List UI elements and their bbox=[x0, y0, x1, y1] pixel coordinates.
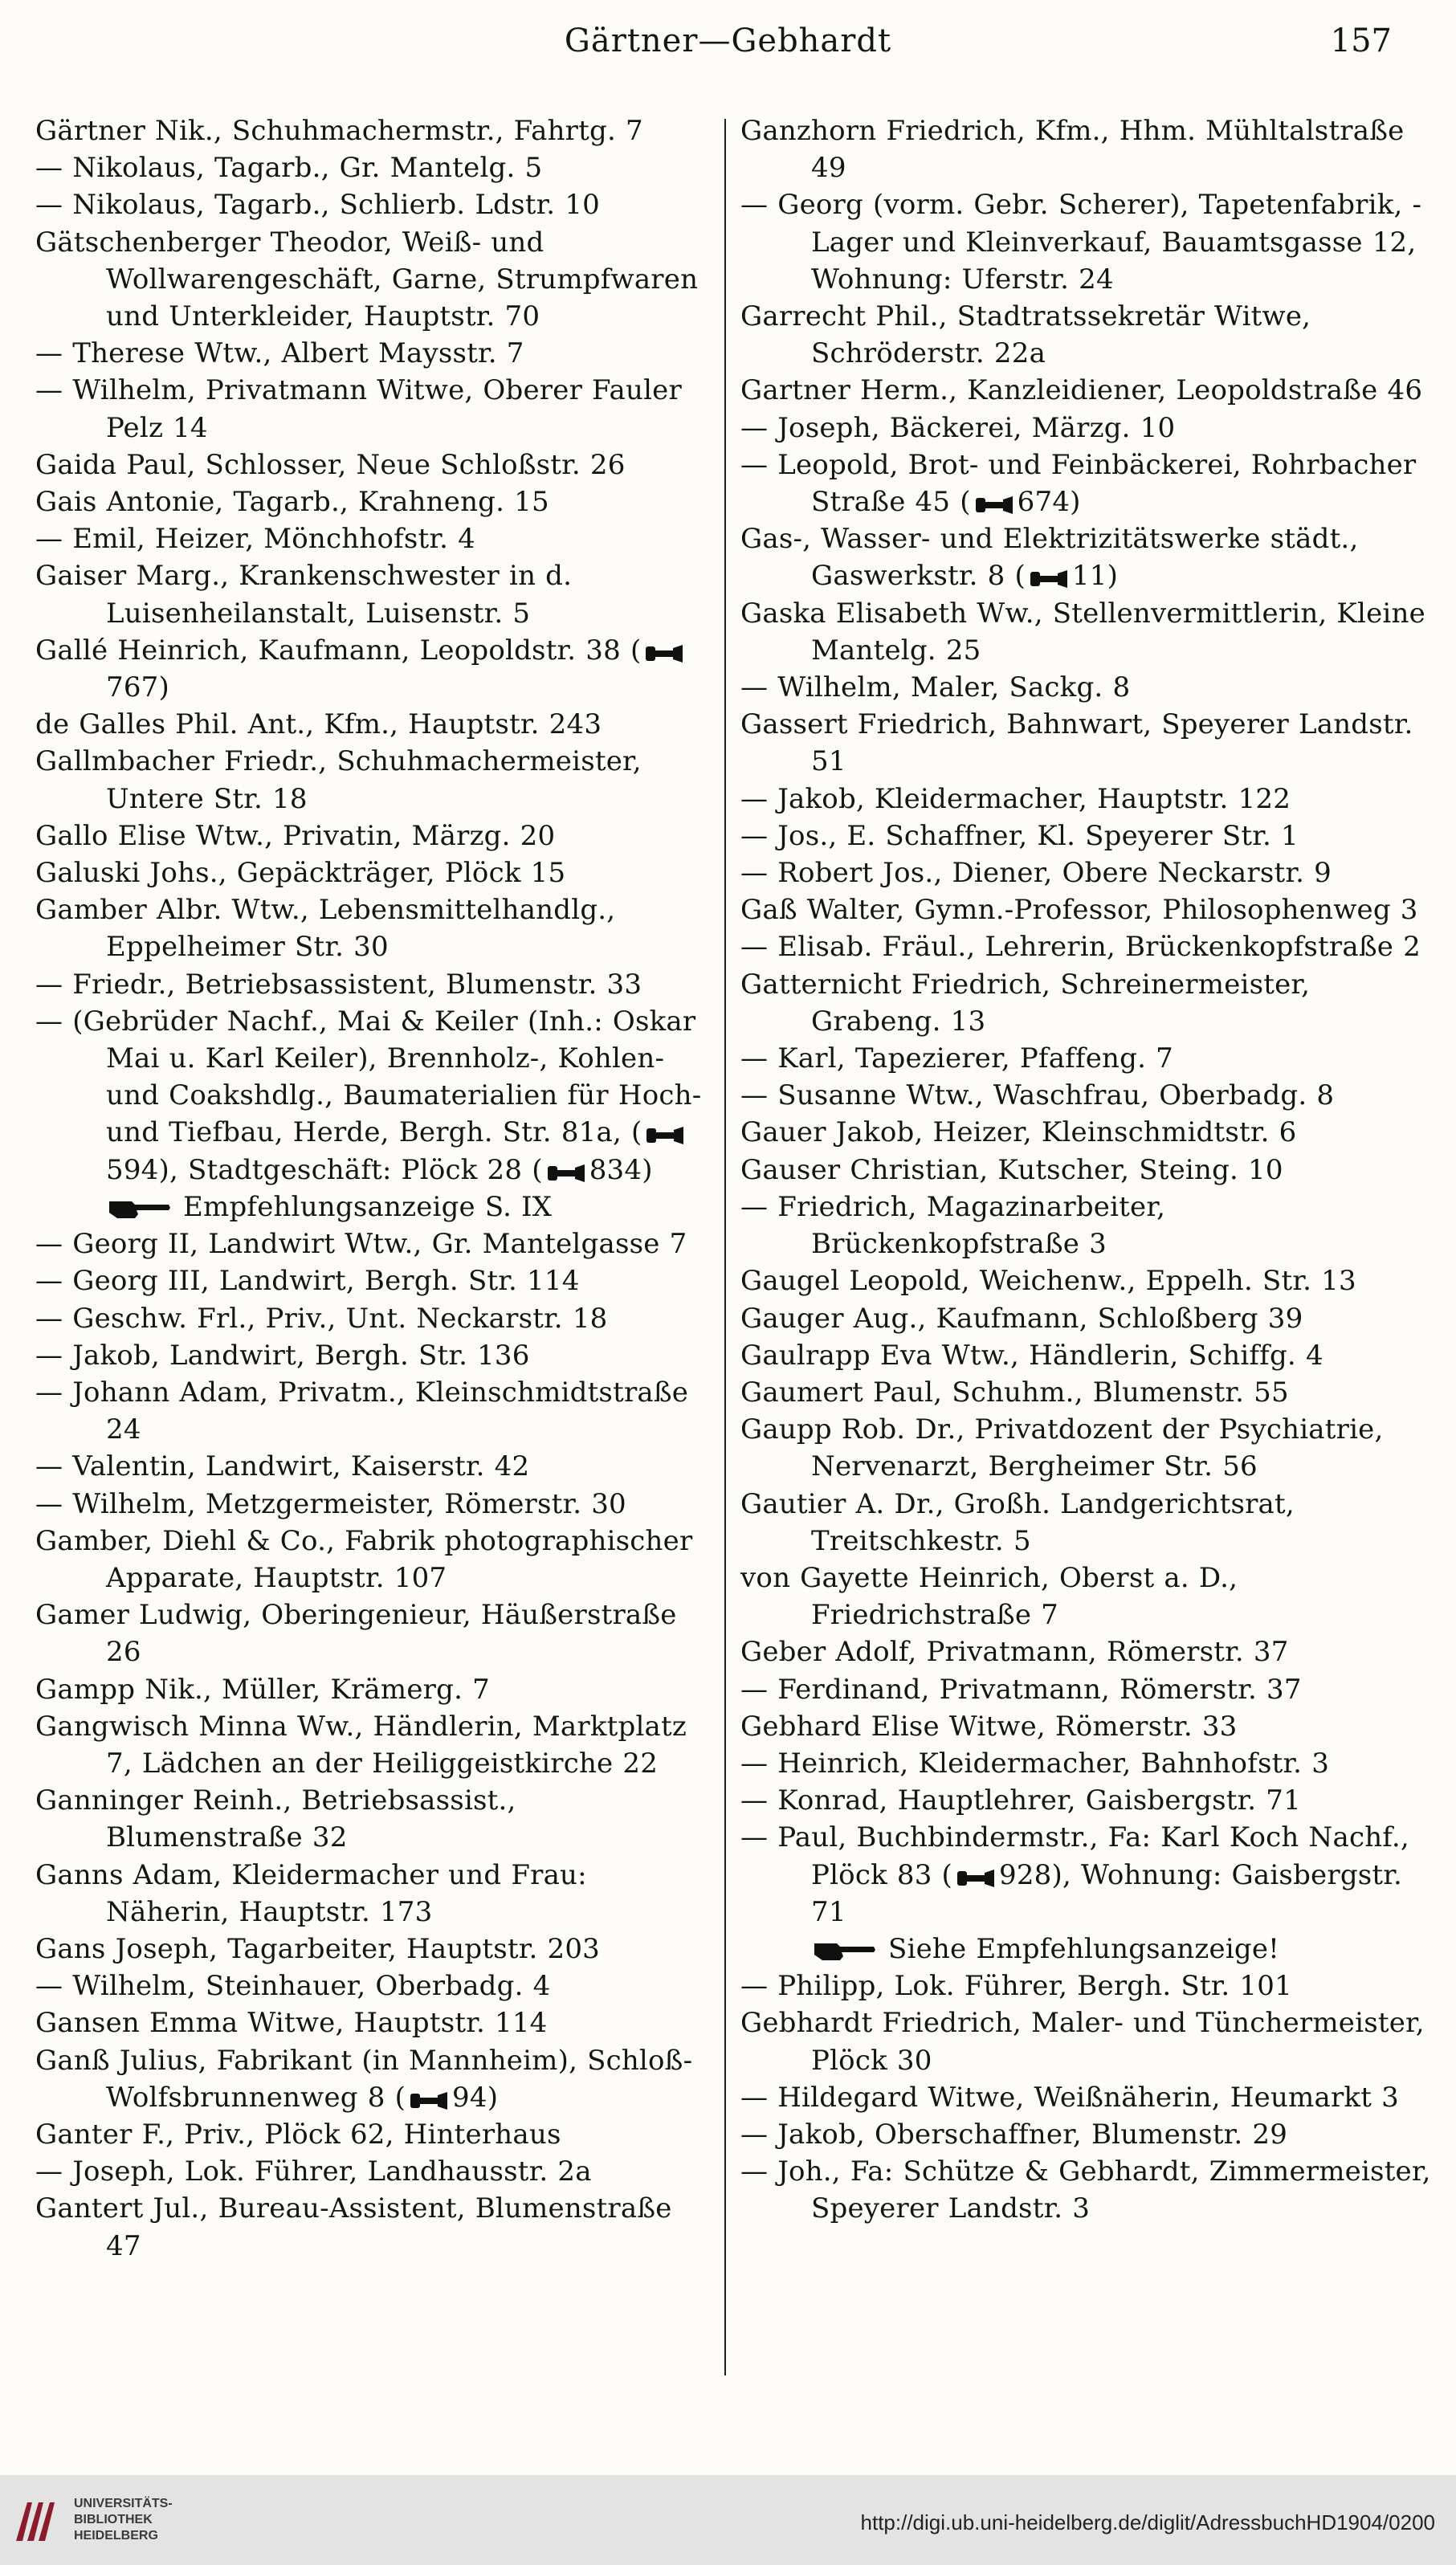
entry-text: — Georg III, Landwirt, Bergh. Str. 114 bbox=[35, 1265, 580, 1298]
directory-entry bbox=[35, 891, 714, 965]
directory-entry bbox=[740, 298, 1431, 372]
directory-entry bbox=[35, 1003, 714, 1189]
directory-entry bbox=[35, 818, 714, 854]
entry-text: Gaß Walter, Gymn.-Professor, Philosophenweg 3 bbox=[740, 894, 1418, 927]
entry-text: — Elisab. Fräul., Lehrerin, Brückenkopfstraße 2 bbox=[740, 931, 1421, 964]
entry-text: — Friedrich, Magazinarbeiter, Brückenkopfstraße 3 bbox=[740, 1190, 1166, 1261]
entry-text-continued: ) bbox=[158, 671, 169, 704]
entry-text: Gaska Elisabeth Ww., Stellenvermittlerin, Kleine Mantelg. 25 bbox=[740, 597, 1425, 667]
entry-text: Gamber Albr. Wtw., Lebensmittelhandlg., Eppelheimer Str. 30 bbox=[35, 894, 616, 964]
directory-entry bbox=[740, 595, 1431, 669]
directory-entry bbox=[35, 632, 714, 706]
entry-text-continued: ) bbox=[1107, 560, 1119, 593]
directory-entry bbox=[740, 669, 1431, 706]
entry-text-continued: ), Stadtgeschäft: Plöck 28 ( bbox=[158, 1153, 543, 1186]
entry-text: Gamber, Diehl & Co., Fabrik photographischer Apparate, Hauptstr. 107 bbox=[35, 1524, 693, 1594]
entry-text: Gallo Elise Wtw., Privatin, Märzg. 20 bbox=[35, 819, 556, 852]
directory-entry bbox=[740, 1560, 1431, 1633]
directory-entry bbox=[35, 557, 714, 631]
pointing-hand-icon bbox=[813, 1939, 877, 1963]
directory-entry bbox=[740, 966, 1431, 1040]
entry-text: Gebhardt Friedrich, Maler- und Tünchermeister, Plöck 30 bbox=[740, 2007, 1425, 2077]
phone-number: 94 bbox=[452, 2081, 487, 2114]
entry-text: Gaumert Paul, Schuhm., Blumenstr. 55 bbox=[740, 1376, 1289, 1409]
running-head: Gärtner—Gebhardt bbox=[564, 22, 892, 59]
entry-text: — Jakob, Kleidermacher, Hauptstr. 122 bbox=[740, 782, 1291, 815]
entry-text: Gallmbacher Friedr., Schuhmachermeister, Untere Str. 18 bbox=[35, 745, 642, 815]
telephone-icon bbox=[1029, 569, 1069, 589]
directory-entry bbox=[35, 224, 714, 336]
directory-entry bbox=[740, 1189, 1431, 1262]
directory-entry bbox=[35, 1708, 714, 1782]
telephone-icon bbox=[644, 643, 684, 664]
entry-text: — Friedr., Betriebsassistent, Blumenstr. 33 bbox=[35, 968, 642, 1001]
entry-text: Gatternicht Friedrich, Schreinermeister, Grabeng. 13 bbox=[740, 968, 1311, 1038]
entry-text: Gaulrapp Eva Wtw., Händlerin, Schiffg. 4 bbox=[740, 1339, 1323, 1372]
entry-text: Gebhard Elise Witwe, Römerstr. 33 bbox=[740, 1710, 1238, 1743]
entry-text: — Jakob, Oberschaffner, Blumenstr. 29 bbox=[740, 2118, 1288, 2151]
entry-text: — Geschw. Frl., Priv., Unt. Neckarstr. 18 bbox=[35, 1302, 608, 1335]
directory-entry bbox=[35, 1523, 714, 1596]
telephone-icon bbox=[974, 495, 1014, 516]
directory-entry bbox=[35, 2116, 714, 2153]
directory-entry bbox=[35, 1931, 714, 1968]
entry-text: Garrecht Phil., Stadtratssekretär Witwe, Schröderstr. 22a bbox=[740, 300, 1311, 370]
entry-text: Gaiser Marg., Krankenschwester in d. Luisenheilanstalt, Luisenstr. 5 bbox=[35, 560, 573, 630]
directory-entry bbox=[740, 1486, 1431, 1560]
directory-entry bbox=[35, 149, 714, 186]
library-name: UNIVERSITÄTS- BIBLIOTHEK HEIDELBERG bbox=[74, 2497, 173, 2543]
entry-text: Gassert Friedrich, Bahnwart, Speyerer Landstr. 51 bbox=[740, 708, 1413, 778]
directory-entry bbox=[740, 2116, 1431, 2153]
directory-entry bbox=[740, 1633, 1431, 1670]
directory-entry bbox=[35, 1189, 714, 1225]
telephone-icon bbox=[546, 1163, 586, 1184]
entry-text: — Emil, Heizer, Mönchhofstr. 4 bbox=[35, 523, 475, 556]
entry-text: Ganzhorn Friedrich, Kfm., Hhm. Mühltalstraße 49 bbox=[740, 115, 1405, 185]
directory-entry bbox=[35, 1448, 714, 1485]
telephone-icon bbox=[409, 2090, 449, 2111]
entry-text: — Nikolaus, Tagarb., Schlierb. Ldstr. 10 bbox=[35, 189, 600, 222]
directory-entry bbox=[740, 1708, 1431, 1745]
telephone-icon bbox=[956, 1868, 996, 1889]
entry-text: Gaupp Rob. Dr., Privatdozent der Psychiatrie, Nervenarzt, Bergheimer Str. 56 bbox=[740, 1413, 1384, 1483]
directory-entry bbox=[35, 1262, 714, 1299]
directory-entry bbox=[740, 1337, 1431, 1374]
directory-entry bbox=[740, 1931, 1431, 1968]
directory-entry bbox=[35, 1671, 714, 1708]
directory-entry bbox=[35, 2042, 714, 2116]
entry-text: — Wilhelm, Privatmann Witwe, Oberer Fauler Pelz 14 bbox=[35, 374, 682, 444]
page-number: 157 bbox=[1330, 22, 1392, 59]
entry-text: — Valentin, Landwirt, Kaiserstr. 42 bbox=[35, 1450, 530, 1483]
entry-text: Gamer Ludwig, Oberingenieur, Häußerstraße 26 bbox=[35, 1599, 677, 1669]
entry-text: Ganter F., Priv., Plöck 62, Hinterhaus bbox=[35, 2118, 561, 2151]
directory-entry bbox=[35, 1857, 714, 1931]
directory-entry bbox=[35, 112, 714, 149]
entry-text: von Gayette Heinrich, Oberst a. D., Friedrichstraße 7 bbox=[740, 1561, 1238, 1632]
directory-entry bbox=[740, 1968, 1431, 2004]
entry-text: Siehe Empfehlungsanzeige! bbox=[888, 1932, 1280, 1965]
entry-text-continued: ), Wohnung: Gaisbergstr. 71 bbox=[811, 1858, 1403, 1928]
right-column bbox=[740, 112, 1431, 2228]
entry-text: Gallé Heinrich, Kaufmann, Leopoldstr. 38 ( bbox=[35, 634, 642, 667]
entry-text: Gauser Christian, Kutscher, Steing. 10 bbox=[740, 1153, 1283, 1186]
entry-text: Gartner Herm., Kanzleidiener, Leopoldstraße 46 bbox=[740, 374, 1423, 407]
phone-number: 11 bbox=[1071, 560, 1107, 593]
directory-entry bbox=[35, 520, 714, 557]
entry-text: — Wilhelm, Maler, Sackg. 8 bbox=[740, 671, 1131, 704]
entry-text: Geber Adolf, Privatmann, Römerstr. 37 bbox=[740, 1636, 1289, 1669]
directory-entry bbox=[35, 1225, 714, 1262]
directory-entry bbox=[740, 891, 1431, 928]
entry-text: — Joh., Fa: Schütze & Gebhardt, Zimmermeister, Speyerer Landstr. 3 bbox=[740, 2155, 1431, 2225]
phone-number: 767 bbox=[106, 671, 159, 704]
directory-entry bbox=[740, 186, 1431, 298]
directory-entry bbox=[35, 483, 714, 520]
directory-entry bbox=[740, 781, 1431, 818]
entry-text: Galuski Johs., Gepäckträger, Plöck 15 bbox=[35, 857, 566, 890]
directory-entry bbox=[35, 335, 714, 372]
directory-entry bbox=[740, 520, 1431, 594]
directory-entry bbox=[740, 112, 1431, 186]
directory-entry bbox=[35, 1374, 714, 1448]
left-column bbox=[35, 112, 714, 2265]
entry-text: — Wilhelm, Steinhauer, Oberbadg. 4 bbox=[35, 1970, 551, 2003]
entry-text: Gantert Jul., Bureau-Assistent, Blumenstraße 47 bbox=[35, 2192, 672, 2262]
directory-entry bbox=[740, 447, 1431, 520]
phone-number: 594 bbox=[106, 1153, 159, 1186]
directory-entry bbox=[740, 706, 1431, 780]
directory-entry bbox=[35, 706, 714, 743]
directory-entry bbox=[740, 2004, 1431, 2078]
entry-text: Empfehlungsanzeige S. IX bbox=[183, 1190, 553, 1223]
entry-text: — Hildegard Witwe, Weißnäherin, Heumarkt 3 bbox=[740, 2081, 1399, 2114]
directory-entry bbox=[740, 1374, 1431, 1411]
directory-entry bbox=[35, 1782, 714, 1856]
directory-entry bbox=[740, 1671, 1431, 1708]
pointing-hand-icon bbox=[108, 1197, 172, 1221]
entry-text-continued: ) bbox=[1070, 486, 1081, 519]
directory-entry bbox=[740, 1152, 1431, 1189]
entry-text: Ganns Adam, Kleidermacher und Frau: Näherin, Hauptstr. 173 bbox=[35, 1858, 587, 1928]
entry-text: — Paul, Buchbindermstr., Fa: Karl Koch Nachf., Plöck 83 ( bbox=[740, 1821, 1409, 1891]
directory-entry bbox=[740, 1745, 1431, 1782]
entry-text: de Galles Phil. Ant., Kfm., Hauptstr. 243 bbox=[35, 708, 602, 741]
directory-entry bbox=[35, 743, 714, 817]
entry-text: — Jos., E. Schaffner, Kl. Speyerer Str. 1 bbox=[740, 819, 1299, 852]
entry-text: — Therese Wtw., Albert Maysstr. 7 bbox=[35, 337, 524, 370]
entry-text-continued: ) bbox=[487, 2081, 499, 2114]
university-library-logo-icon bbox=[11, 2494, 64, 2547]
directory-entry bbox=[740, 2153, 1431, 2227]
directory-entry bbox=[740, 1262, 1431, 1299]
entry-text: Ganß Julius, Fabrikant (in Mannheim), Schloß-Wolfsbrunnenweg 8 ( bbox=[35, 2044, 693, 2114]
directory-entry bbox=[35, 1300, 714, 1337]
entry-text: Gans Joseph, Tagarbeiter, Hauptstr. 203 bbox=[35, 1932, 600, 1965]
entry-text: Ganninger Reinh., Betriebsassist., Blumenstraße 32 bbox=[35, 1784, 516, 1854]
directory-entry bbox=[35, 1596, 714, 1670]
entry-text: — Joseph, Bäckerei, Märzg. 10 bbox=[740, 411, 1176, 444]
phone-number: 674 bbox=[1017, 486, 1071, 519]
page-header bbox=[0, 22, 1456, 87]
entry-text: Gaugel Leopold, Weichenw., Eppelh. Str. 13 bbox=[740, 1265, 1356, 1298]
directory-entry bbox=[740, 1040, 1431, 1077]
column-divider bbox=[724, 119, 726, 2375]
phone-number: 928 bbox=[999, 1858, 1052, 1891]
phone-number: 834 bbox=[589, 1153, 642, 1186]
directory-entry bbox=[740, 2079, 1431, 2116]
entry-text: Gauger Aug., Kaufmann, Schloßberg 39 bbox=[740, 1302, 1303, 1335]
directory-entry bbox=[35, 1337, 714, 1374]
directory-entry bbox=[35, 447, 714, 483]
directory-entry bbox=[35, 966, 714, 1003]
directory-entry bbox=[35, 2153, 714, 2190]
entry-text: Gautier A. Dr., Großh. Landgerichtsrat, Treitschkestr. 5 bbox=[740, 1487, 1295, 1557]
entry-text: — Ferdinand, Privatmann, Römerstr. 37 bbox=[740, 1673, 1302, 1706]
entry-text: — Joseph, Lok. Führer, Landhausstr. 2a bbox=[35, 2155, 592, 2188]
entry-text: — Jakob, Landwirt, Bergh. Str. 136 bbox=[35, 1339, 530, 1372]
entry-text: Gätschenberger Theodor, Weiß- und Wollwarengeschäft, Garne, Strumpfwaren und Unterkleider, Hauptstr. 70 bbox=[35, 226, 699, 333]
directory-entry bbox=[35, 2004, 714, 2041]
entry-text: Gärtner Nik., Schuhmachermstr., Fahrtg. 7 bbox=[35, 115, 643, 147]
entry-text: — Georg II, Landwirt Wtw., Gr. Mantelgasse 7 bbox=[35, 1228, 687, 1261]
directory-entry bbox=[35, 186, 714, 223]
entry-text: — Konrad, Hauptlehrer, Gaisbergstr. 71 bbox=[740, 1784, 1301, 1817]
directory-entry bbox=[740, 1300, 1431, 1337]
entry-text: — Leopold, Brot- und Feinbäckerei, Rohrbacher Straße 45 ( bbox=[740, 448, 1417, 519]
telephone-icon bbox=[645, 1125, 685, 1146]
directory-entry bbox=[740, 1114, 1431, 1151]
directory-entry bbox=[740, 410, 1431, 447]
directory-entry bbox=[740, 818, 1431, 854]
entry-text: Gais Antonie, Tagarb., Krahneng. 15 bbox=[35, 486, 549, 519]
directory-entry bbox=[740, 854, 1431, 891]
entry-text: — Wilhelm, Metzgermeister, Römerstr. 30 bbox=[35, 1487, 626, 1520]
directory-entry bbox=[35, 1968, 714, 2004]
directory-entry bbox=[740, 928, 1431, 965]
entry-text: — Nikolaus, Tagarb., Gr. Mantelg. 5 bbox=[35, 152, 543, 185]
entry-text: — Robert Jos., Diener, Obere Neckarstr. 9 bbox=[740, 857, 1332, 890]
entry-text: Gaida Paul, Schlosser, Neue Schloßstr. 26 bbox=[35, 448, 626, 481]
entry-text: Gas-, Wasser- und Elektrizitätswerke städt., Gaswerkstr. 8 ( bbox=[740, 523, 1359, 593]
directory-entry bbox=[35, 2190, 714, 2264]
entry-text: — Susanne Wtw., Waschfrau, Oberbadg. 8 bbox=[740, 1079, 1335, 1112]
directory-entry bbox=[740, 1077, 1431, 1114]
directory-entry bbox=[35, 372, 714, 446]
entry-text: Gampp Nik., Müller, Krämerg. 7 bbox=[35, 1673, 490, 1706]
entry-text: — (Gebrüder Nachf., Mai & Keiler (Inh.: Oskar Mai u. Karl Keiler), Brennholz-, Kohlen- und Coakshdlg., Baumaterialien für Hoch- und Tiefbau, Herde, Bergh. Str. 81a, ( bbox=[35, 1005, 702, 1149]
entry-text: Gauer Jakob, Heizer, Kleinschmidtstr. 6 bbox=[740, 1116, 1297, 1149]
source-url[interactable]: http://digi.ub.uni-heidelberg.de/diglit/AdressbuchHD1904/0200 bbox=[860, 2510, 1435, 2534]
entry-text: — Johann Adam, Privatm., Kleinschmidtstraße 24 bbox=[35, 1376, 689, 1446]
entry-text: Gangwisch Minna Ww., Händlerin, Marktplatz 7, Lädchen an der Heiliggeistkirche 22 bbox=[35, 1710, 687, 1780]
directory-entry bbox=[740, 1782, 1431, 1819]
directory-entry bbox=[740, 1819, 1431, 1931]
directory-entry bbox=[740, 1411, 1431, 1485]
directory-entry bbox=[35, 1486, 714, 1523]
entry-text: — Karl, Tapezierer, Pfaffeng. 7 bbox=[740, 1042, 1173, 1075]
entry-text: Gansen Emma Witwe, Hauptstr. 114 bbox=[35, 2007, 548, 2040]
entry-text: — Heinrich, Kleidermacher, Bahnhofstr. 3 bbox=[740, 1747, 1330, 1780]
footer-bar bbox=[0, 2475, 1456, 2565]
entry-text-continued: ) bbox=[642, 1153, 653, 1186]
directory-entry bbox=[35, 854, 714, 891]
entry-text: — Georg (vorm. Gebr. Scherer), Tapetenfabrik, -Lager und Kleinverkauf, Bauamtsgasse 12, Wohnung: Uferstr. 24 bbox=[740, 189, 1422, 296]
entry-text: — Philipp, Lok. Führer, Bergh. Str. 101 bbox=[740, 1970, 1292, 2003]
directory-entry bbox=[740, 372, 1431, 409]
